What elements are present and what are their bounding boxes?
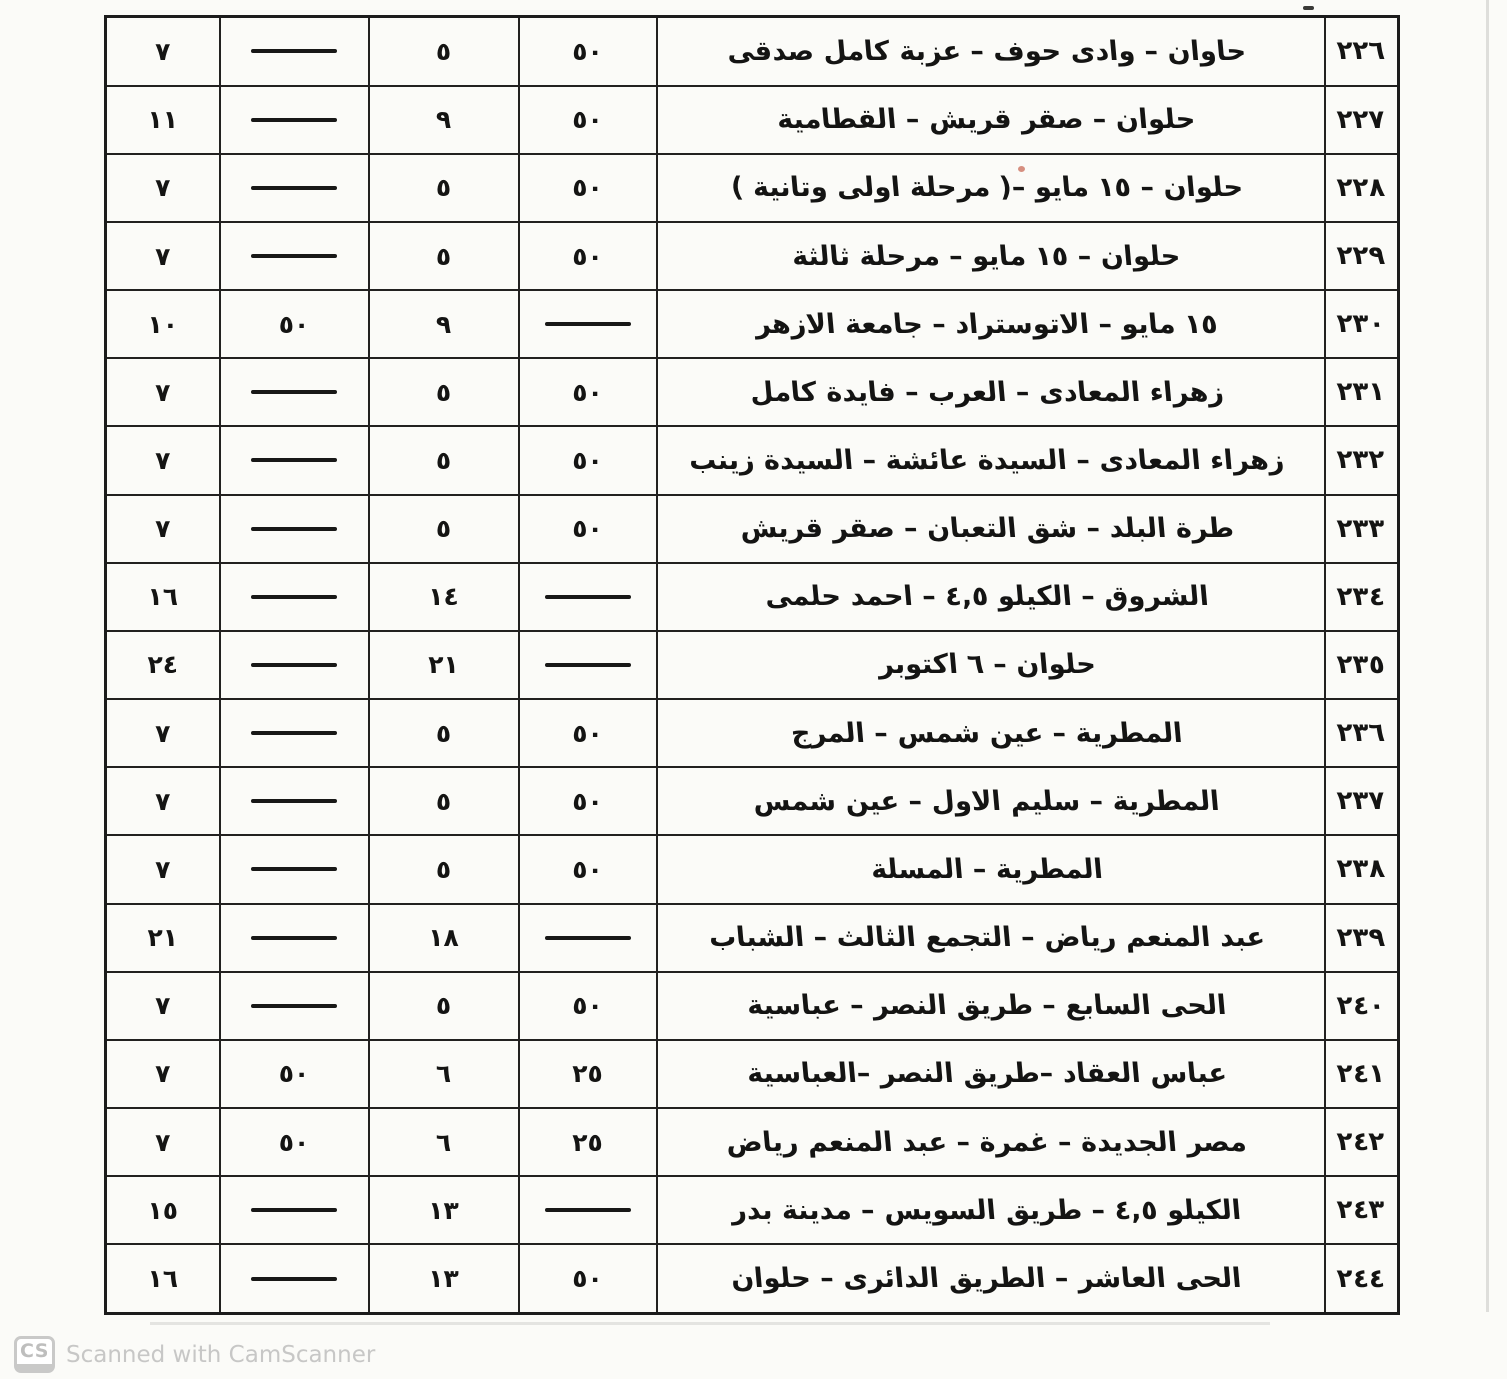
dash-mark bbox=[251, 799, 337, 803]
value-cell: ٥ bbox=[369, 495, 519, 563]
value-cell: ٧ bbox=[106, 972, 220, 1040]
camscanner-badge-icon bbox=[14, 1336, 55, 1373]
route-number-cell bbox=[1325, 1244, 1399, 1313]
route-name: زهراء المعادى – العرب – فايدة كامل bbox=[748, 376, 1225, 408]
route-name: زهراء المعادى – السيدة عائشة – السيدة زينب bbox=[687, 444, 1286, 476]
route-name-cell bbox=[657, 17, 1325, 86]
route-name-cell bbox=[657, 1176, 1325, 1244]
route-name: عباس العقاد –طريق النصر –العباسية bbox=[745, 1058, 1228, 1090]
route-name: حلوان – ٦ اكتوبر bbox=[876, 649, 1097, 681]
value-cell bbox=[220, 495, 369, 563]
routes-table-body bbox=[106, 17, 1399, 1314]
value-cell: ٧ bbox=[106, 699, 220, 767]
route-name-cell bbox=[657, 972, 1325, 1040]
dash-mark bbox=[251, 1004, 337, 1008]
table-row bbox=[106, 17, 1399, 86]
dash-mark bbox=[251, 731, 337, 735]
route-name: عبد المنعم رياض – التجمع الثالث – الشباب bbox=[707, 922, 1266, 954]
value-cell: ٥٠ bbox=[519, 972, 657, 1040]
route-name-cell bbox=[657, 358, 1325, 426]
route-number: ٢٣٠ bbox=[1336, 309, 1387, 340]
value-cell bbox=[220, 631, 369, 699]
value-cell: ٧ bbox=[106, 1040, 220, 1108]
table-row bbox=[106, 86, 1399, 154]
value-cell: ٥٠ bbox=[519, 222, 657, 290]
value-cell: ٥ bbox=[369, 835, 519, 903]
route-name: مصر الجديدة – غمرة – عبد المنعم رياض bbox=[724, 1126, 1249, 1158]
route-name: حلوان – ١٥ مايو –( مرحلة اولى وتانية ) bbox=[729, 172, 1244, 204]
dash-mark bbox=[545, 936, 631, 940]
route-name-cell bbox=[657, 1244, 1325, 1313]
route-number: ٢٤٤ bbox=[1336, 1263, 1387, 1294]
value-cell bbox=[220, 154, 369, 222]
route-number: ٢٣٣ bbox=[1336, 513, 1387, 544]
route-name-cell bbox=[657, 86, 1325, 154]
dash-mark bbox=[251, 118, 337, 122]
route-name: حلوان – ١٥ مايو – مرحلة ثالثة bbox=[791, 240, 1182, 272]
value-cell: ١٦ bbox=[106, 1244, 220, 1313]
table-row bbox=[106, 699, 1399, 767]
dash-mark bbox=[251, 936, 337, 940]
table-row bbox=[106, 1108, 1399, 1176]
route-number: ٢٣٨ bbox=[1336, 854, 1387, 885]
route-name-cell bbox=[657, 290, 1325, 358]
value-cell: ٥٠ bbox=[519, 699, 657, 767]
routes-table bbox=[104, 15, 1400, 1315]
route-number-cell bbox=[1325, 1040, 1399, 1108]
table-row bbox=[106, 631, 1399, 699]
dash-mark bbox=[251, 595, 337, 599]
dash-mark bbox=[251, 254, 337, 258]
value-cell: ٥ bbox=[369, 154, 519, 222]
route-number-cell bbox=[1325, 972, 1399, 1040]
value-cell: ٥٠ bbox=[519, 495, 657, 563]
dash-mark bbox=[545, 1208, 631, 1212]
value-cell: ٩ bbox=[369, 290, 519, 358]
value-cell: ٥٠ bbox=[220, 290, 369, 358]
route-number: ٢٣١ bbox=[1336, 377, 1387, 408]
table-row bbox=[106, 904, 1399, 972]
dash-mark bbox=[251, 49, 337, 53]
route-number: ٢٣٤ bbox=[1336, 581, 1387, 612]
route-number-cell bbox=[1325, 767, 1399, 835]
value-cell bbox=[519, 563, 657, 631]
value-cell: ٧ bbox=[106, 767, 220, 835]
value-cell: ٥٠ bbox=[519, 1244, 657, 1313]
scan-speck bbox=[1303, 6, 1314, 10]
value-cell: ١٥ bbox=[106, 1176, 220, 1244]
value-cell bbox=[220, 835, 369, 903]
route-number: ٢٢٦ bbox=[1336, 36, 1387, 67]
value-cell: ٢٤ bbox=[106, 631, 220, 699]
route-number: ٢٤١ bbox=[1336, 1058, 1387, 1089]
value-cell bbox=[220, 1244, 369, 1313]
table-row bbox=[106, 1244, 1399, 1313]
table-row bbox=[106, 1040, 1399, 1108]
route-name: حاوان – وادى حوف – عزبة كامل صدقى bbox=[725, 35, 1248, 67]
value-cell: ٢٥ bbox=[519, 1040, 657, 1108]
value-cell: ٢١ bbox=[369, 631, 519, 699]
value-cell bbox=[220, 767, 369, 835]
route-number-cell bbox=[1325, 290, 1399, 358]
value-cell bbox=[220, 563, 369, 631]
route-number: ٢٣٢ bbox=[1336, 445, 1387, 476]
dash-mark bbox=[251, 458, 337, 462]
dash-mark bbox=[545, 322, 631, 326]
value-cell: ٥٠ bbox=[519, 426, 657, 494]
route-name: حلوان – صقر قريش – القطامية bbox=[776, 104, 1197, 136]
route-name-cell bbox=[657, 1108, 1325, 1176]
route-name: المطرية – سليم الاول – عين شمس bbox=[751, 785, 1222, 817]
value-cell bbox=[220, 699, 369, 767]
route-number: ٢٢٧ bbox=[1336, 104, 1387, 135]
value-cell: ٥ bbox=[369, 767, 519, 835]
route-name-cell bbox=[657, 767, 1325, 835]
camscanner-badge-label: CS bbox=[20, 1340, 49, 1362]
route-number: ٢٣٥ bbox=[1336, 649, 1387, 680]
table-row bbox=[106, 290, 1399, 358]
value-cell bbox=[220, 222, 369, 290]
route-name: ١٥ مايو – الاتوستراد – جامعة الازهر bbox=[753, 308, 1220, 340]
table-bottom-shadow bbox=[150, 1322, 1270, 1325]
route-number-cell bbox=[1325, 1176, 1399, 1244]
table-row bbox=[106, 1176, 1399, 1244]
value-cell bbox=[519, 1176, 657, 1244]
value-cell: ١٤ bbox=[369, 563, 519, 631]
table-row bbox=[106, 835, 1399, 903]
dash-mark bbox=[251, 527, 337, 531]
dash-mark bbox=[251, 186, 337, 190]
dash-mark bbox=[251, 1277, 337, 1281]
value-cell bbox=[519, 290, 657, 358]
route-name-cell bbox=[657, 222, 1325, 290]
route-name: الحى السابع – طريق النصر – عباسية bbox=[745, 990, 1228, 1022]
route-name-cell bbox=[657, 154, 1325, 222]
value-cell: ٥٠ bbox=[519, 86, 657, 154]
value-cell: ١١ bbox=[106, 86, 220, 154]
route-number-cell bbox=[1325, 358, 1399, 426]
route-number: ٢٤٢ bbox=[1336, 1127, 1387, 1158]
value-cell: ٧ bbox=[106, 17, 220, 86]
value-cell bbox=[220, 904, 369, 972]
route-name: المطرية – المسلة bbox=[869, 853, 1104, 885]
value-cell: ١٣ bbox=[369, 1244, 519, 1313]
value-cell: ٥٠ bbox=[220, 1108, 369, 1176]
table-row bbox=[106, 767, 1399, 835]
route-name-cell bbox=[657, 495, 1325, 563]
route-number-cell bbox=[1325, 86, 1399, 154]
watermark-text: Scanned with CamScanner bbox=[66, 1341, 376, 1368]
dash-mark bbox=[545, 595, 631, 599]
value-cell: ٧ bbox=[106, 154, 220, 222]
value-cell: ٥ bbox=[369, 358, 519, 426]
route-number-cell bbox=[1325, 699, 1399, 767]
route-number-cell bbox=[1325, 222, 1399, 290]
table-row bbox=[106, 222, 1399, 290]
route-number-cell bbox=[1325, 563, 1399, 631]
value-cell: ٥٠ bbox=[220, 1040, 369, 1108]
route-name: المطرية – عين شمس – المرج bbox=[789, 717, 1184, 749]
value-cell: ١٨ bbox=[369, 904, 519, 972]
value-cell: ٥ bbox=[369, 222, 519, 290]
table-row bbox=[106, 426, 1399, 494]
value-cell: ٧ bbox=[106, 495, 220, 563]
value-cell: ٥ bbox=[369, 426, 519, 494]
route-name-cell bbox=[657, 835, 1325, 903]
route-name-cell bbox=[657, 563, 1325, 631]
route-name-cell bbox=[657, 1040, 1325, 1108]
route-name-cell bbox=[657, 631, 1325, 699]
value-cell: ٢٥ bbox=[519, 1108, 657, 1176]
value-cell: ٥٠ bbox=[519, 17, 657, 86]
route-name-cell bbox=[657, 426, 1325, 494]
value-cell: ٥٠ bbox=[519, 835, 657, 903]
route-number-cell bbox=[1325, 495, 1399, 563]
value-cell bbox=[519, 904, 657, 972]
dash-mark bbox=[251, 390, 337, 394]
value-cell: ٥٠ bbox=[519, 767, 657, 835]
route-number-cell bbox=[1325, 904, 1399, 972]
value-cell: ٦ bbox=[369, 1108, 519, 1176]
route-name-cell bbox=[657, 699, 1325, 767]
value-cell: ٥٠ bbox=[519, 358, 657, 426]
dash-mark bbox=[545, 663, 631, 667]
camscanner-badge-bed bbox=[17, 1364, 52, 1370]
value-cell: ٦ bbox=[369, 1040, 519, 1108]
value-cell: ٧ bbox=[106, 222, 220, 290]
route-number-cell bbox=[1325, 1108, 1399, 1176]
table-row bbox=[106, 358, 1399, 426]
route-name: الحى العاشر – الطريق الدائرى – حلوان bbox=[729, 1263, 1243, 1295]
value-cell: ٢١ bbox=[106, 904, 220, 972]
page-edge-shadow bbox=[1486, 0, 1489, 1312]
route-name: الشروق – الكيلو ٤,٥ – احمد حلمى bbox=[763, 581, 1210, 613]
dash-mark bbox=[251, 867, 337, 871]
table-row bbox=[106, 563, 1399, 631]
value-cell: ١٣ bbox=[369, 1176, 519, 1244]
dash-mark bbox=[251, 663, 337, 667]
route-name: طرة البلد – شق التعبان – صقر قريش bbox=[738, 513, 1235, 545]
route-number: ٢٣٧ bbox=[1336, 786, 1387, 817]
dash-mark bbox=[251, 1208, 337, 1212]
value-cell: ٧ bbox=[106, 835, 220, 903]
value-cell: ١٠ bbox=[106, 290, 220, 358]
value-cell: ٩ bbox=[369, 86, 519, 154]
value-cell bbox=[220, 358, 369, 426]
value-cell: ٧ bbox=[106, 426, 220, 494]
value-cell: ٧ bbox=[106, 1108, 220, 1176]
route-name-cell bbox=[657, 904, 1325, 972]
route-number-cell bbox=[1325, 426, 1399, 494]
route-number: ٢٣٦ bbox=[1336, 718, 1387, 749]
route-number-cell bbox=[1325, 835, 1399, 903]
value-cell bbox=[220, 17, 369, 86]
value-cell: ٥٠ bbox=[519, 154, 657, 222]
table-row bbox=[106, 972, 1399, 1040]
camscanner-watermark bbox=[14, 1336, 375, 1373]
value-cell: ٥ bbox=[369, 17, 519, 86]
value-cell bbox=[519, 631, 657, 699]
route-number-cell bbox=[1325, 154, 1399, 222]
route-name: الكيلو ٤,٥ – طريق السويس – مدينة بدر bbox=[730, 1194, 1243, 1226]
value-cell: ٥ bbox=[369, 972, 519, 1040]
route-number-cell bbox=[1325, 17, 1399, 86]
route-number: ٢٤٠ bbox=[1336, 990, 1387, 1021]
value-cell bbox=[220, 86, 369, 154]
value-cell bbox=[220, 972, 369, 1040]
table-row bbox=[106, 154, 1399, 222]
route-number: ٢٢٩ bbox=[1336, 241, 1387, 272]
route-number: ٢٢٨ bbox=[1336, 172, 1387, 203]
route-number: ٢٤٣ bbox=[1336, 1195, 1387, 1226]
value-cell: ١٦ bbox=[106, 563, 220, 631]
value-cell bbox=[220, 1176, 369, 1244]
value-cell bbox=[220, 426, 369, 494]
value-cell: ٥ bbox=[369, 699, 519, 767]
table-row bbox=[106, 495, 1399, 563]
route-number: ٢٣٩ bbox=[1336, 922, 1387, 953]
route-number-cell bbox=[1325, 631, 1399, 699]
value-cell: ٧ bbox=[106, 358, 220, 426]
